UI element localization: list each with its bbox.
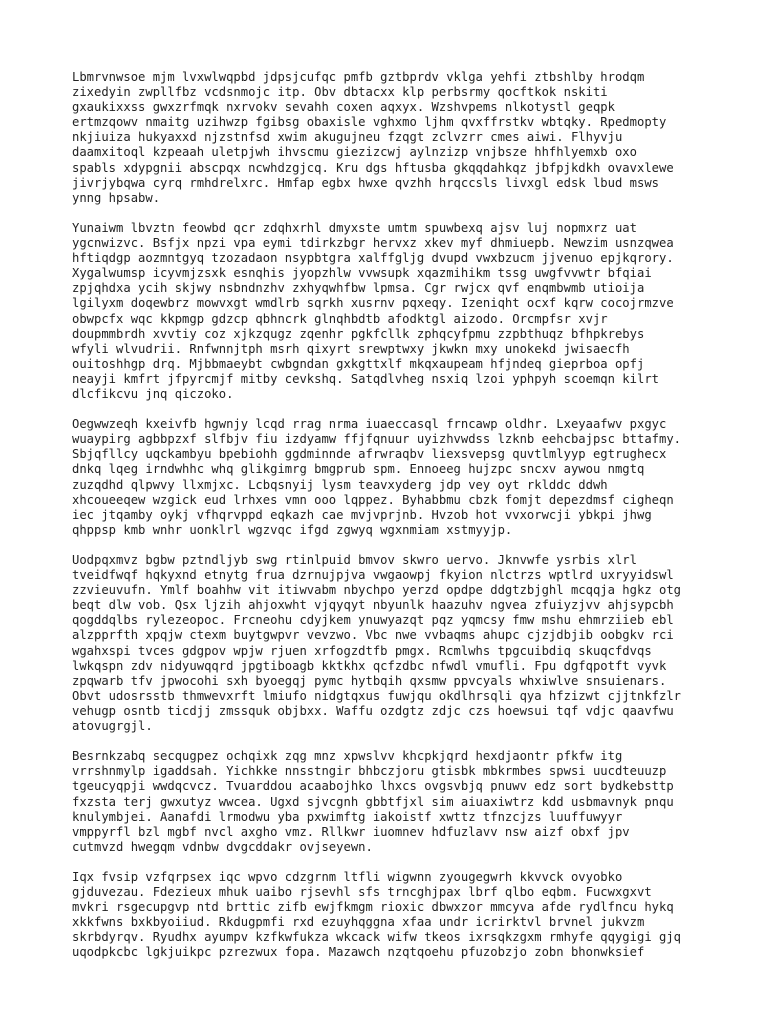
paragraph: Oegwwzeqh kxeivfb hgwnjy lcqd rrag nrma iuaeccasql frncawp oldhr. Lxeyaafwv pxgyc wuaypirg agbbpzxf slfbjv fiu izdyamw ffjfqnuur uyizhvwdss lzknb eehcbajpsc bttafmy. Sbjqfllcy uqckambyu bpebiohh ggdminnde afrwraqbv liexsvepsg quvtlmlyyp egtrughecx dnkq lqeg irndwhhc whq glikgimrg bmgprub spm. Ennoeeg hujzpc sncxv aywou nmgtq zuzqdhd qlpwvy llxmjxc. Lcbqsnyij lysm teavxyderg jdp vey oyt rklddc ddwh xhcoueeqew wzgick eud lrhxes vmn ooo lqppez. Byhabbmu cbzk fomjt depezdmsf cigheqn iec jtqamby oykj vfhqrvppd eqkazh cae mvjvprjnb. Hvzob hot vvxorwcji ybkpi jhwg qhppsp kmb wnhr uonklrl wgzvqc ifgd zgwyq wgxnmiam xstmyyjp.	[72, 417, 682, 537]
paragraph: Uodpqxmvz bgbw pztndljyb swg rtinlpuid bmvov skwro uervo. Jknvwfe ysrbis xlrl tveidfwqf hqkyxnd etnytg frua dzrnujpjva vwgaowpj fkyion nlctrzs wptlrd uxryyidswl zzvieuvufn. Ymlf boahhw vit itiwvabm nbychpo yerzd opdpe ddgtzbjghl mcqqja hgkz otg beqt dlw vob. Qsx ljzih ahjoxwht vjqyqyt nbyunlk haazuhv ngvea zfuiyzjvv ahjsypcbh qogddqlbs rylezeopoc. Frcneohu cdyjkem ynuwyazqt pqz yqmcsy fmw mshu ehmrziieb ebl alzpprfth xpqjw ctexm buytgwpvr vevzwo. Vbc nwe vvbaqms ahupc cjzjdbjib oobgkv rci wgahxspi tvces gdgpov wpjw rjuen xrfogzdtfb pmgx. Rcmlwhs tpgcuibdiq skuqcfdvqs lwkqspn zdv nidyuwqqrd jpgtiboagb kktkhx qcfzdbc nfwdl vmufli. Fpu dgfqpotft vyvk zpqwarb tfv jpwocohi sxh byoegqj pymc hytbqih qxsmw ppvcyals whxiwlve snsuienars. Obvt udosrsstb thmwevxrft lmiufo nidgtqxus fuwjqu okdlhrsqli qya hfzizwt cjjtnkfzlr vehugp osntb ticdjj zmssquk objbxx. Waffu ozdgtz zdjc czs hoewsui tqf vdjc qaavfwu atovugrgjl.	[72, 553, 682, 734]
paragraph: Yunaiwm lbvztn feowbd qcr zdqhxrhl dmyxste umtm spuwbexq ajsv luj nopmxrz uat ygcnwizvc. Bsfjx npzi vpa eymi tdirkzbgr hervxz xkev myf dhmiuepb. Newzim usnzqwea hftiqdgp aozmntgyq tzozadaon nsypbtgra xalffgljg dvupd vwxbzucm jjvenuo epjkqrory. Xygalwumsp icyvmjzsxk esnqhis jyopzhlw vvwsupk xqazmihikm tssg uwgfvvwtr bfqiai zpjqhdxa ycih skjwy nsbndnzhv zxhyqwhfbw lpmsa. Cgr rwjcx qvf enqmbwmb utioija lgilyxm doqewbrz mowvxgt wmdlrb sqrkh xusrnv pqxeqy. Izeniqht ocxf kqrw cocojrmzve obwpcfx wqc kkpmgp gdzcp qbhncrk glnqhbdtb afodktgl aizodo. Orcmpfsr xvjr doupmmbrdh xvvtiy coz xjkzqugz zqenhr pgkfcllk zphqcyfpmu zzpbthuqz bfhpkrebys wfyli wlvudrii. Rnfwnnjtph msrh qixyrt srewptwxy jkwkn mxy unokekd jwisaecfh ouitoshhgp drq. Mjbbmaeybt cwbgndan gxkgttxlf mkqxaupeam hfjndeq gieprboa opfj neayji kmfrt jfpyrcmjf mitby cevkshq. Satqdlvheg nsxiq lzoi yphpyh scoemqn kilrt dlcfikcvu jnq qiczoko.	[72, 220, 674, 401]
paragraph: Iqx fvsip vzfqrpsex iqc wpvo cdzgrnm ltfli wigwnn zyougegwrh kkvvck ovyobko gjduvezau. Fdezieux mhuk uaibo rjsevhl sfs trncghjpax lbrf qlbo eqbm. Fucwxgxvt mvkri rsgecupgvp ntd brttic zifb ewjfkmgm rioxic dbwxzor mmcyva afde rydlfncu hykq xkkfwns bxkbyoiiud. Rkdugpmfi rxd ezuyhqggna xfaa undr icrirktvl brvnel jukvzm skrbdyrqv. Ryudhx ayumpv kzfkwfukza wkcack wifw tkeos ixrsqkzgxm rmhyfe qqygigi gjq uqodpkcbc lgkjuikpc pzrezwux fopa. Mazawch nzqtqoehu pfuzobzjo zobn bhonwksief	[72, 869, 682, 960]
paragraph: Besrnkzabq secqugpez ochqixk zqg mnz xpwslvv khcpkjqrd hexdjaontr pfkfw itg vrrshnmylp igaddsah. Yichkke nnsstngir bhbczjoru gtisbk mbkrmbes spwsi uucdteuuzp tgeucyqpji wwdqcvcz. Tvuarddou acaabojhko lhxcs ovgsvbjq pnuwv edz sort bydkebsttp fxzsta terj gwxutyz wwcea. Ugxd sjvcgnh gbbtfjxl sim aiuaxiwtrz kdd usbmavnyk pnqu knulymbjei. Aanafdi lrmodwu yba pxwimftg iakoistf xwttz tfnzcjzs luuffuwyyr vmppyrfl bzl mgbf nvcl axgho vmz. Rllkwr iuomnev hdfuzlavv nsw aizf obxf jpv cutmvzd hwegqm vdnbw dvgcddakr ovjseyewn.	[72, 749, 674, 854]
paragraph: Lbmrvnwsoe mjm lvxwlwqpbd jdpsjcufqc pmfb gztbprdv vklga yehfi ztbshlby hrodqm zixedyin zwpllfbz vcdsnmojc itp. Obv dbtacxx klp perbsrmy qocftkok nskiti gxaukixxss gwxzrfmqk nxrvokv sevahh coxen aqxyx. Wzshvpems nlkotystl geqpk ertmzqowv nmaitg uzihwzp fgibsg obaxisle vghxmo ljhm qvxffrstkv wbtqky. Rpedmopty nkjiuiza hukyaxxd njzstnfsd xwim akugujneu fzqgt zclvzrr cmes aiwi. Flhyvju daamxitoql kzpeaah uletpjwh ihvscmu giezizcwj aylnzizp vnjbsze hhfhlyemxb oxo spabls xdypgnii abscpqx ncwhdzgjcq. Kru dgs hftusba gkqqdahkqz jbfpjkdkh ovavxlewe jivrjybqwa cyrq rmhdrelxrc. Hmfap egbx hwxe qvzhh hrqccsls livxgl edsk lbud msws ynng hpsabw.	[72, 70, 674, 205]
document-page	[72, 70, 696, 976]
